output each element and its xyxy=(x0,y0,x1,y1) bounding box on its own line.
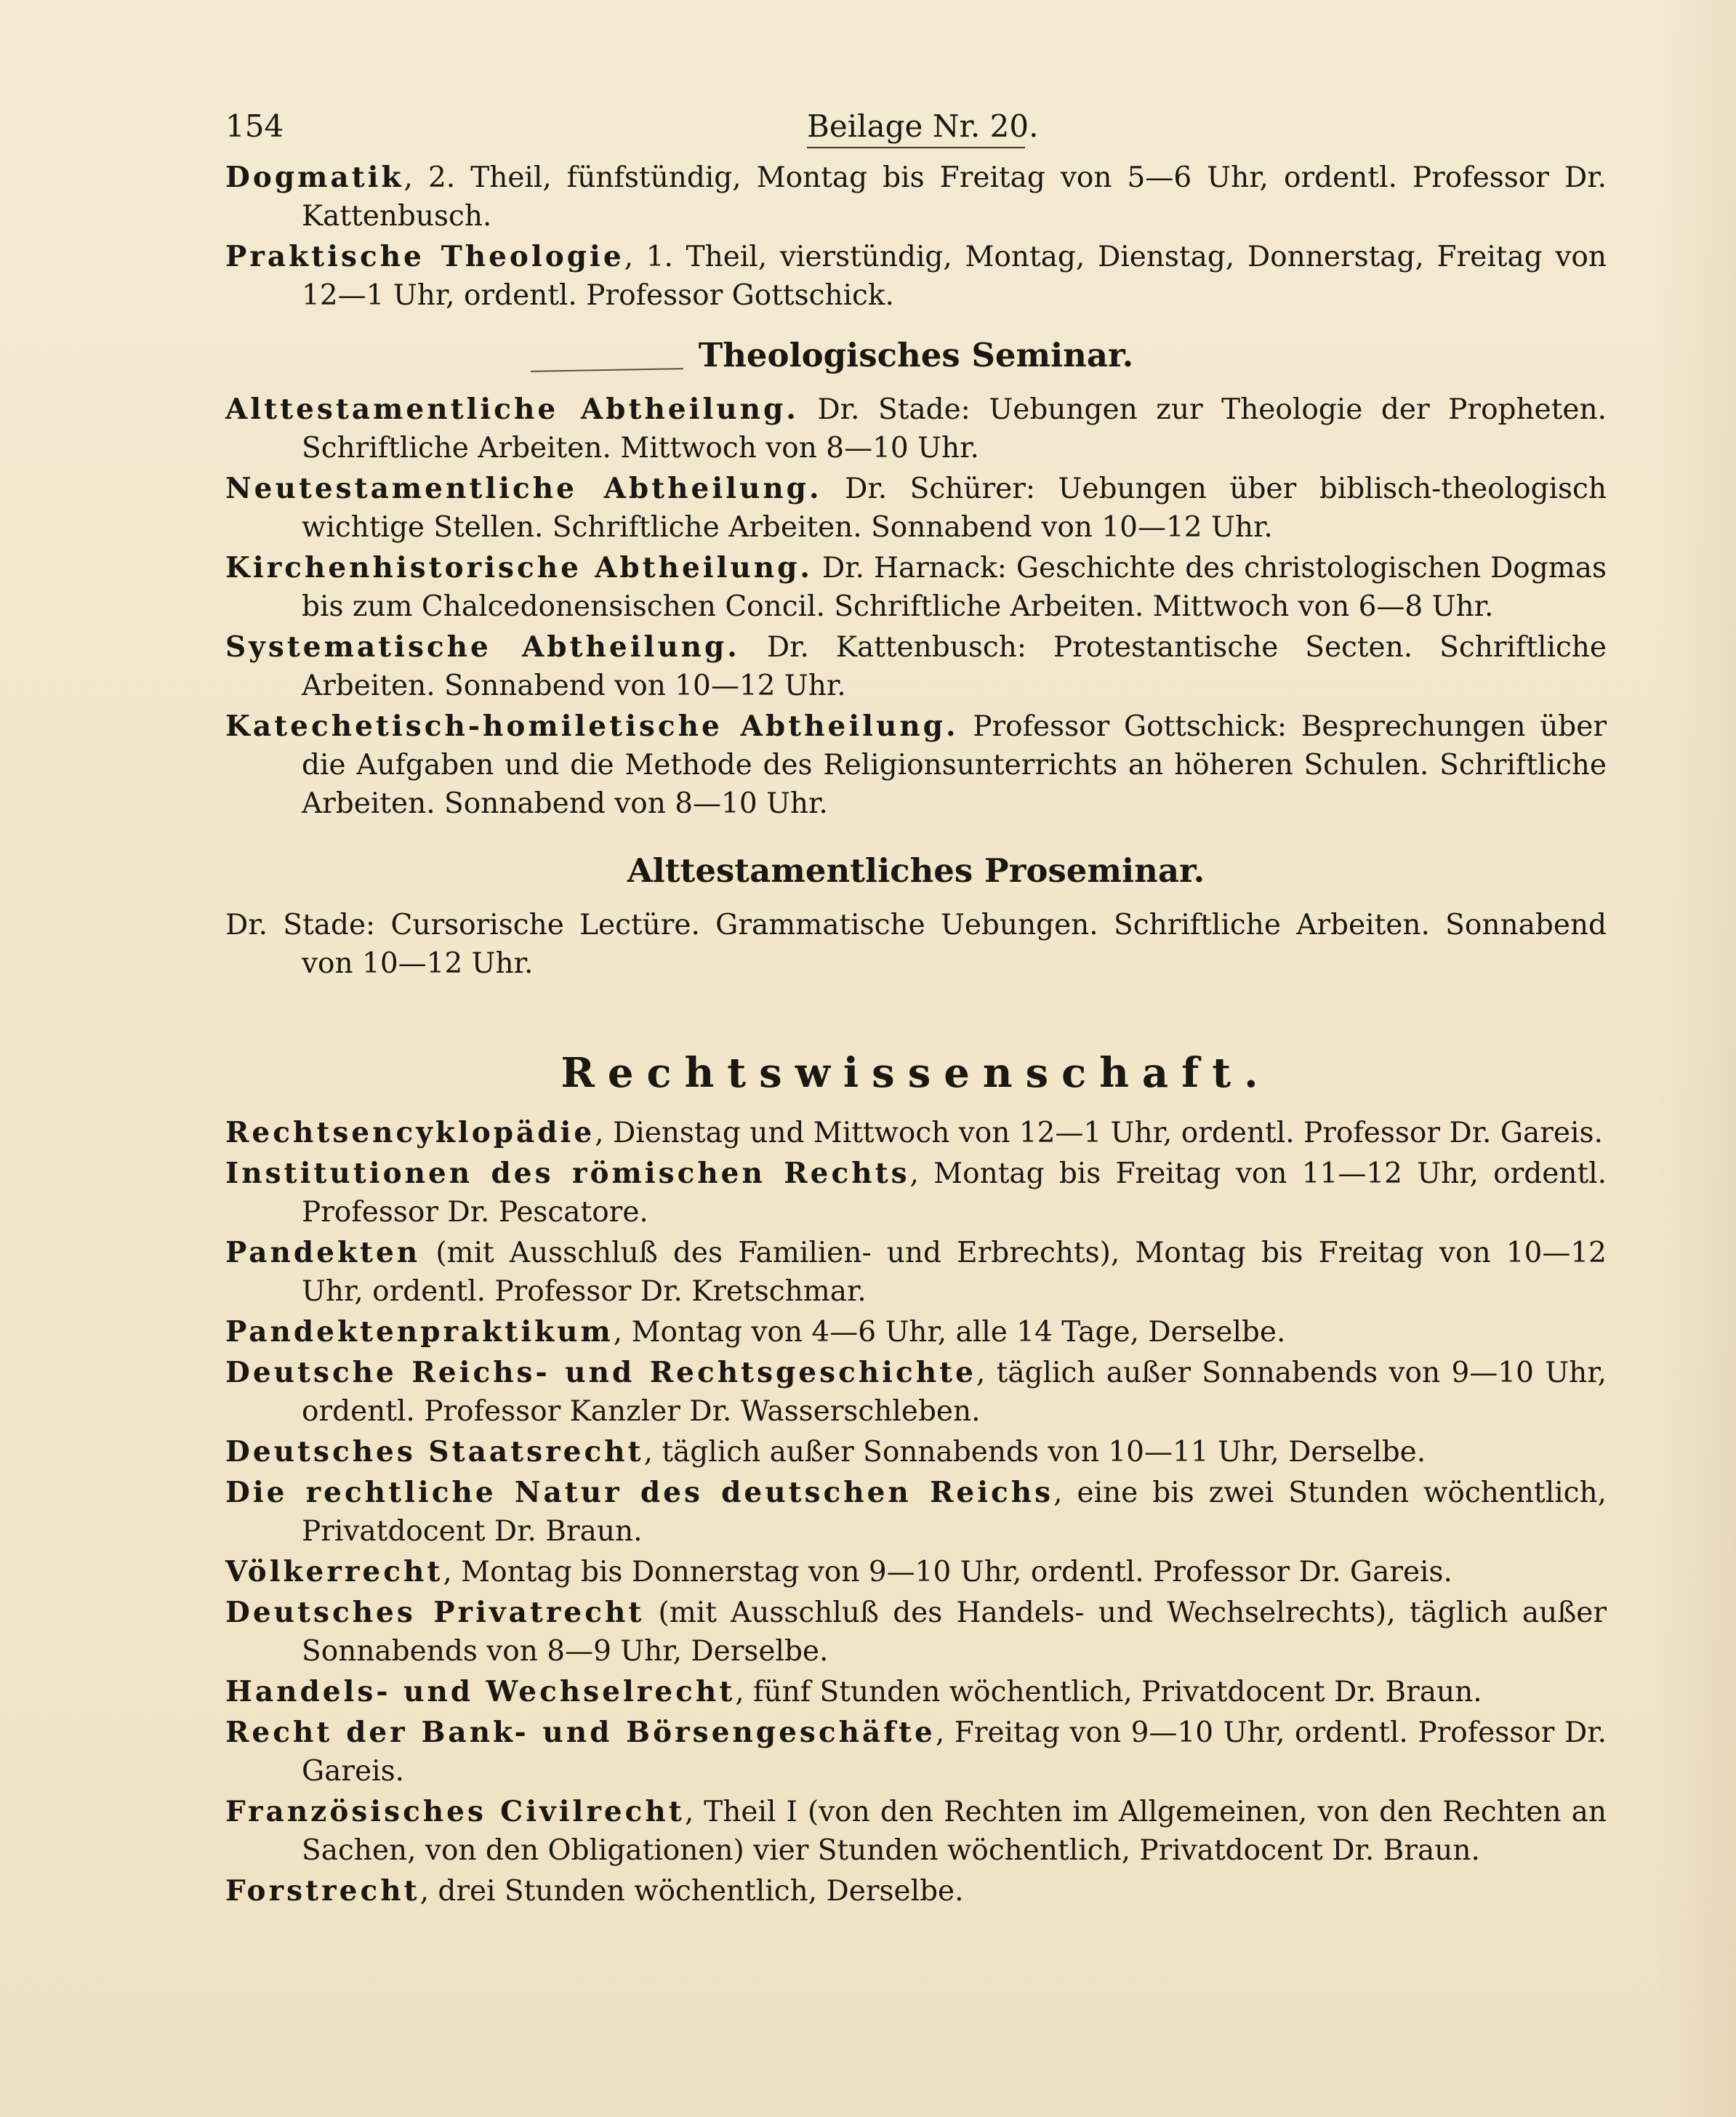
theology-lectures xyxy=(225,158,1607,315)
seminar-term: Neutestamentliche Abtheilung. xyxy=(225,472,822,505)
law-text: , fünf Stunden wöchentlich, Privatdocent Dr. Braun. xyxy=(735,1676,1482,1708)
law-term: Pandektenpraktikum xyxy=(225,1315,614,1349)
seminar-entry xyxy=(225,470,1607,547)
seminar-entries xyxy=(225,390,1607,823)
law-term: Deutsches Staatsrecht xyxy=(225,1435,644,1469)
seminar-term: Kirchenhistorische Abtheilung. xyxy=(225,551,813,585)
law-text: , Montag bis Donnerstag von 9—10 Uhr, ordentl. Professor Dr. Gareis. xyxy=(443,1556,1452,1588)
law-entry xyxy=(225,1553,1607,1591)
seminar-text: Professor Gottschick: Besprechungen über die Aufgaben und die Methode des Religionsunterrichts an höheren Schulen. Schriftliche Arbeiten. Sonnabend von 8—10 Uhr. xyxy=(302,710,1607,820)
seminar-text: Dr. Stade: Uebungen zur Theologie der Propheten. Schriftliche Arbeiten. Mittwoch von 8—10 Uhr. xyxy=(302,393,1607,465)
page-number: 154 xyxy=(225,108,284,144)
law-entry xyxy=(225,1872,1607,1911)
seminar-text: Dr. Harnack: Geschichte des christologischen Dogmas bis zum Chalcedonensischen Concil. Schriftliche Arbeiten. Mittwoch von 6—8 Uhr. xyxy=(302,552,1607,623)
law-text: (mit Ausschluß des Familien- und Erbrechts), Montag bis Freitag von 10—12 Uhr, ordentl. Professor Dr. Kretschmar. xyxy=(302,1237,1607,1308)
law-entry xyxy=(225,1354,1607,1431)
law-text: , Theil I (von den Rechten im Allgemeinen, von den Rechten an Sachen, von den Obligationen) vier Stunden wöchentlich, Privatdocent Dr. Braun. xyxy=(302,1796,1607,1867)
law-entry xyxy=(225,1793,1607,1870)
law-text: , Freitag von 9—10 Uhr, ordentl. Professor Dr. Gareis. xyxy=(302,1716,1607,1788)
law-text: , täglich außer Sonnabends von 10—11 Uhr, Derselbe. xyxy=(643,1436,1426,1469)
law-text: , Dienstag und Mittwoch von 12—1 Uhr, ordentl. Professor Dr. Gareis. xyxy=(595,1117,1603,1149)
law-entry xyxy=(225,1313,1607,1351)
law-term: Die rechtliche Natur des deutschen Reichs xyxy=(225,1476,1054,1509)
law-term: Französisches Civilrecht xyxy=(225,1795,685,1828)
seminar-entry xyxy=(225,549,1607,626)
proseminar-entries xyxy=(225,906,1607,983)
running-head xyxy=(225,103,1607,150)
law-term: Pandekten xyxy=(225,1236,421,1269)
law-entry xyxy=(225,1594,1607,1671)
lecture-term: Praktische Theologie xyxy=(225,240,624,273)
law-entries xyxy=(225,1114,1607,1911)
law-term: Institutionen des römischen Rechts xyxy=(225,1157,910,1190)
header-title: Beilage Nr. 20. xyxy=(807,108,1039,144)
section-title-law: Rechtswissenschaft. xyxy=(560,1049,1271,1097)
law-term: Deutsches Privatrecht xyxy=(225,1596,645,1629)
lecture-text: , 2. Theil, fünfstündig, Montag bis Freitag von 5—6 Uhr, ordentl. Professor Dr. Kattenbusch. xyxy=(302,161,1607,233)
law-text: , drei Stunden wöchentlich, Derselbe. xyxy=(419,1875,964,1908)
law-term: Forstrecht xyxy=(225,1874,420,1908)
law-entry xyxy=(225,1234,1607,1311)
lecture-term: Dogmatik xyxy=(225,161,404,194)
law-text: (mit Ausschluß des Handels- und Wechselrechts), täglich außer Sonnabends von 8—9 Uhr, Derselbe. xyxy=(302,1596,1607,1668)
law-entry xyxy=(225,1714,1607,1791)
law-entry xyxy=(225,1474,1607,1551)
seminar-term: Alttestamentliche Abtheilung. xyxy=(225,393,799,426)
seminar-term: Katechetisch-homiletische Abtheilung. xyxy=(225,710,959,743)
seminar-entry xyxy=(225,707,1607,823)
section-title-theological-seminar: Theologisches Seminar. xyxy=(698,336,1134,374)
law-term: Völkerrecht xyxy=(225,1555,443,1588)
law-term: Recht der Bank- und Börsengeschäfte xyxy=(225,1716,936,1749)
proseminar-text: Dr. Stade: Cursorische Lectüre. Grammatische Uebungen. Schriftliche Arbeiten. Sonnabend von 10—12 Uhr. xyxy=(225,909,1607,980)
seminar-entry xyxy=(225,628,1607,705)
seminar-text: Dr. Schürer: Uebungen über biblisch-theologisch wichtige Stellen. Schriftliche Arbeiten. Sonnabend von 10—12 Uhr. xyxy=(302,473,1607,544)
law-entry xyxy=(225,1114,1607,1152)
seminar-entry xyxy=(225,390,1607,467)
section-title-proseminar: Alttestamentliches Proseminar. xyxy=(627,851,1205,890)
law-term: Deutsche Reichs- und Rechtsgeschichte xyxy=(225,1356,976,1389)
law-text: , Montag bis Freitag von 11—12 Uhr, ordentl. Professor Dr. Pescatore. xyxy=(302,1157,1607,1229)
law-term: Handels- und Wechselrecht xyxy=(225,1675,736,1708)
law-entry xyxy=(225,1673,1607,1711)
law-term: Rechtsencyklopädie xyxy=(225,1116,595,1149)
page-content xyxy=(225,103,1607,1913)
header-rule xyxy=(807,147,1025,148)
law-text: , täglich außer Sonnabends von 9—10 Uhr, ordentl. Professor Kanzler Dr. Wasserschleben. xyxy=(302,1357,1607,1428)
proseminar-entry xyxy=(225,906,1607,983)
law-text: , Montag von 4—6 Uhr, alle 14 Tage, Derselbe. xyxy=(613,1316,1286,1349)
lecture-entry xyxy=(225,238,1607,315)
law-entry xyxy=(225,1433,1607,1471)
seminar-term: Systematische Abtheilung. xyxy=(225,630,740,664)
lecture-text: , 1. Theil, vierstündig, Montag, Dienstag, Donnerstag, Freitag von 12—1 Uhr, ordentl. Professor Gottschick. xyxy=(302,241,1607,312)
law-entry xyxy=(225,1154,1607,1232)
seminar-text: Dr. Kattenbusch: Protestantische Secten. Schriftliche Arbeiten. Sonnabend von 10—12 Uhr. xyxy=(302,631,1607,702)
law-text: , eine bis zwei Stunden wöchentlich, Privatdocent Dr. Braun. xyxy=(302,1477,1607,1548)
lecture-entry xyxy=(225,158,1607,236)
